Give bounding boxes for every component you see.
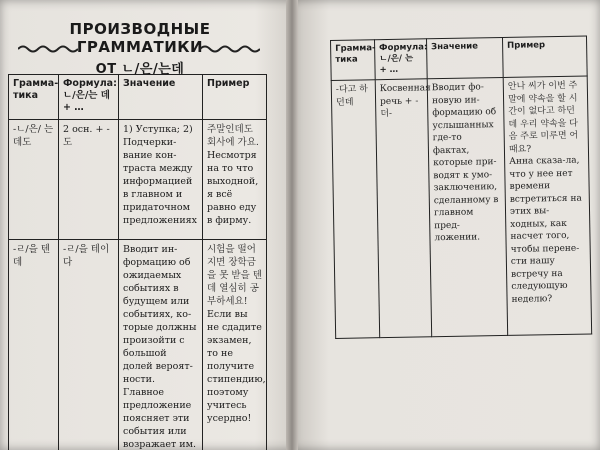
title-line-1: ПРОИЗВОДНЫЕ ГРАММАТИКИ [69,20,211,56]
cell-grammar: -ㄹ/을 텐데 [9,240,59,450]
table-row [9,120,267,240]
example-russian: Анна сказа-ла, что у нее нет времени встретиться на этих вы-ходных, как насчет того, чтобы перене-сти нашу встречу на следующую неделю? [509,155,582,305]
cell-meaning: Вводит фо-новую ин-формацию об услышанных где-то фактах, которые при-водят к умо-заключению, сделанному в главном пред-ложении. [427,77,507,336]
example-russian: Несмотря на то что выходной, я всё равно еду в фирму. [207,150,259,226]
header-meaning: Значение [119,75,203,120]
grammar-table-left [8,74,267,450]
header-formula: Формула: ㄴ/은/는 데 + … [59,75,119,120]
example-korean: 안나 씨가 이번 주말에 약속을 할 시간이 없다고 하던데 우리 약속을 다음 주로 미루면 어때요? [507,80,579,155]
header-grammar: Грамма-тика [331,40,376,81]
table-row [331,76,591,338]
header-meaning: Значение [426,37,503,78]
example-korean: 시험을 떨어지면 장학금을 못 받을 텐데 열심히 공부하세요! [207,244,262,307]
header-formula: Формула: ㄴ/은/ 는 + … [375,39,428,80]
cell-meaning: Вводит ин-формацию об ожидаемых событиях в будущем или событиях, ко-торые должны произойти с большой долей вероят-ности. Главное предложение поясняет эти события или возражает им. [119,240,203,450]
header-grammar: Грамма-тика [9,75,59,120]
cell-example [203,240,267,450]
cell-formula: Косвенная речь + -더- [375,79,431,338]
wavy-underline-right-icon [200,44,260,54]
cell-grammar: -다고 하던데 [331,80,379,339]
table-row [9,240,267,450]
table-header-row [331,36,588,80]
cell-example [503,76,591,335]
example-korean: 주말인데도 회사에 가요. [207,124,259,148]
wavy-underline-left-icon [18,44,78,54]
title-line-2: ОТ ㄴ/은/는데 [95,62,185,77]
cell-grammar: -ㄴ/은/ 는데도 [9,120,59,240]
cell-example [203,120,267,240]
cell-formula: 2 осн. + -도 [59,120,119,240]
example-russian: Если вы не сдадите экзамен, то не получите стипендию, поэтому учитесь усердно! [207,309,266,424]
table-header-row [9,75,267,120]
cell-formula: -ㄹ/을 테이다 [59,240,119,450]
grammar-table-right [330,36,592,339]
header-example: Пример [203,75,267,120]
book-gutter [286,0,298,450]
cell-meaning: 1) Уступка; 2) Подчерки-вание кон-траста между информацией в главном и придаточном предложениях [119,120,203,240]
header-example: Пример [502,36,587,77]
